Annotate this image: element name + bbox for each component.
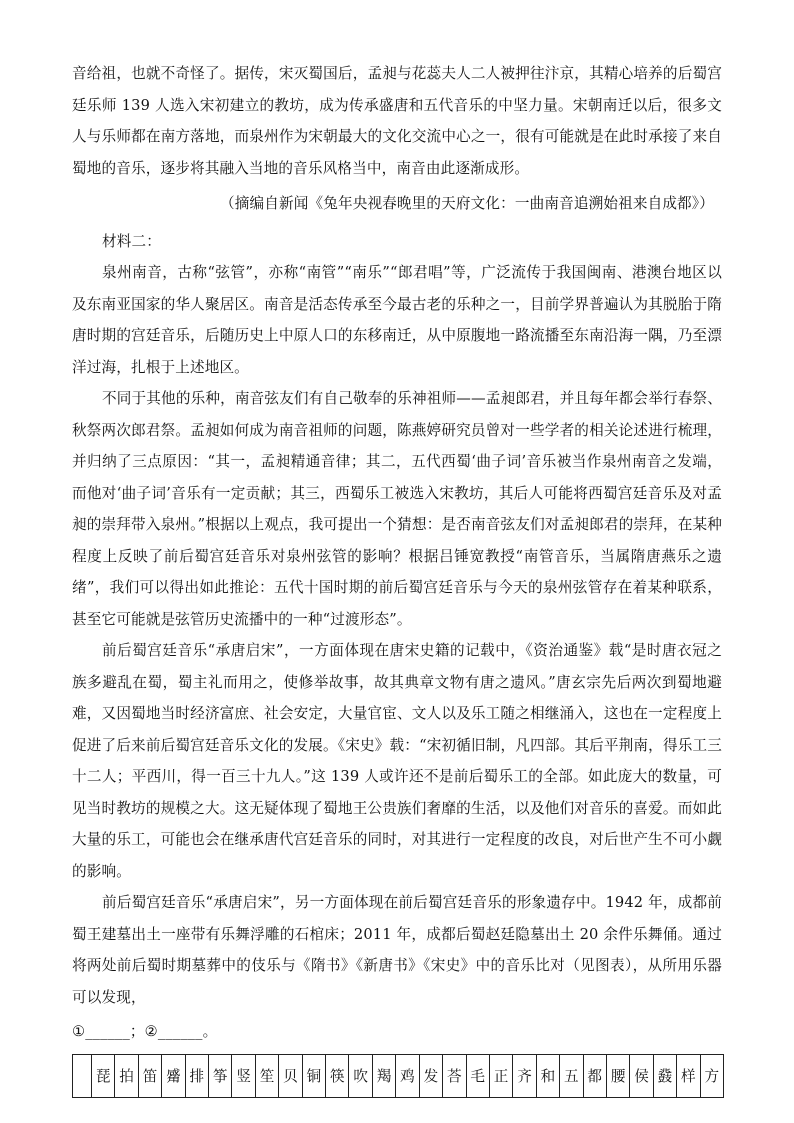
instrument-cell: 毛	[466, 1054, 489, 1097]
document-page	[72, 58, 722, 1098]
instrument-cell: 笛	[138, 1054, 161, 1097]
instrument-cell: 贝	[279, 1054, 302, 1097]
instrument-cell: 五	[560, 1054, 583, 1097]
instrument-cell: 拍	[115, 1054, 138, 1097]
instrument-cell: 笙	[255, 1054, 278, 1097]
instrument-cell: 琵	[92, 1054, 115, 1097]
instrument-cell: 鼗	[653, 1054, 676, 1097]
instrument-cell: 腰	[606, 1054, 629, 1097]
instrument-cell: 吹	[349, 1054, 372, 1097]
instrument-cell: 发	[419, 1054, 442, 1097]
paragraph-continued: 音给祖，也就不奇怪了。据传，宋灭蜀国后，孟昶与花蕊夫人二人被押往汴京，其精心培养的后蜀宫廷乐师 139 人选入宋初建立的教坊，成为传承盛唐和五代音乐的中坚力量。宋朝南迁以后，很多文人与乐师都在南方落地，而泉州作为宋朝最大的文化交流中心之一，很有可能就是在此时承接了来自蜀地的音乐，逐步将其融入当地的音乐风格当中，南音由此逐渐成形。	[72, 65, 722, 177]
instrument-cell: 羯	[372, 1054, 395, 1097]
source-citation: （摘编自新闻《兔年央视春晚里的天府文化：一曲南音追溯始祖来自成都》）	[220, 195, 714, 212]
instrument-table-wrapper	[72, 1054, 722, 1098]
instrument-cell: 方	[700, 1054, 723, 1097]
instrument-cell: 铜	[302, 1054, 325, 1097]
instrument-cell: 齐	[513, 1054, 536, 1097]
instrument-cell: 觱	[162, 1054, 185, 1097]
table-corner-cell	[73, 1054, 92, 1097]
body-paragraph: 前后蜀宫廷音乐“承唐启宋”，一方面体现在唐宋史籍的记载中，《资治通鉴》载“是时唐衣冠之族多避乱在蜀，蜀主礼而用之，使修举故事，故其典章文物有唐之遗风。”唐玄宗先后两次到蜀地避难，又因蜀地当时经济富庶、社会安定，大量官宦、文人以及乐工随之相继涌入，这也在一定程度上促进了后来前后蜀宫廷音乐文化的发展。《宋史》载：“宋初循旧制，凡四部。其后平荆南，得乐工三十二人；平西川，得一百三十九人。”这 139 人或许还不是前后蜀乐工的全部。如此庞大的数量，可见当时教坊的规模之大。这无疑体现了蜀地王公贵族们奢靡的生活，以及他们对音乐的喜爱。而如此大量的乐工，可能也会在继承唐代宫廷音乐的同时，对其进行一定程度的改良，对后世产生不可小觑的影响。	[72, 642, 722, 880]
instrument-cell: 竖	[232, 1054, 255, 1097]
instrument-cell: 筝	[209, 1054, 232, 1097]
material-heading: 材料二：	[102, 232, 161, 250]
body-paragraph: 前后蜀宫廷音乐“承唐启宋”，另一方面体现在前后蜀宫廷音乐的形象遗存中。1942 年，成都前蜀王建墓出土一座带有乐舞浮雕的石棺床；2011 年，成都后蜀赵廷隐墓出土 20 余件乐舞俑。通过将两处前后蜀时期墓葬中的伎乐与《隋书》《新唐书》《宋史》中的音乐比对（见图表），从所用乐器可以发现，	[72, 894, 722, 1006]
instrument-cell: 侯	[630, 1054, 653, 1097]
instrument-cell: 排	[185, 1054, 208, 1097]
body-paragraph: 不同于其他的乐种，南音弦友们有自己敬奉的乐神祖师——孟昶郎君，并且每年都会举行春祭、秋祭两次郎君祭。孟昶如何成为南音祖师的问题，陈燕婷研究员曾对一些学者的相关论述进行梳理，并归纳了三点原因：“其一，孟昶精通音律；其二，五代西蜀‘曲子词’音乐被当作泉州南音之发端，而他对‘曲子词’音乐有一定贡献；其三，西蜀乐工被选入宋教坊，其后人可能将西蜀宫廷音乐及对孟昶的崇拜带入泉州。”根据以上观点，我可提出一个猜想：是否南音弦友们对孟昶郎君的崇拜，在某种程度上反映了前后蜀宫廷音乐对泉州弦管的影响？根据吕锤宽教授“南管音乐，当属隋唐燕乐之遗绪”，我们可以得出如此推论：五代十国时期的前后蜀宫廷音乐与今天的泉州弦管存在着某种联系，甚至它可能就是弦管历史流播中的一种“过渡形态”。	[72, 390, 722, 628]
instrument-row	[73, 1054, 724, 1097]
instrument-cell: 和	[536, 1054, 559, 1097]
instrument-cell: 都	[583, 1054, 606, 1097]
answer-blanks: ①______；②______。	[72, 1023, 218, 1040]
instrument-cell: 鸡	[396, 1054, 419, 1097]
instrument-cell: 正	[489, 1054, 512, 1097]
instrument-cell: 筷	[326, 1054, 349, 1097]
instrument-cell: 样	[677, 1054, 700, 1097]
instrument-table	[72, 1054, 724, 1098]
instrument-cell: 荅	[443, 1054, 466, 1097]
body-paragraph: 泉州南音，古称“弦管”，亦称“南管”“南乐”“郎君唱”等，广泛流传于我国闽南、港澳台地区以及东南亚国家的华人聚居区。南音是活态传承至今最古老的乐种之一，目前学界普遍认为其脱胎于隋唐时期的宫廷音乐，后随历史上中原人口的东移南迁，从中原腹地一路流播至东南沿海一隅，乃至漂洋过海，扎根于上述地区。	[72, 264, 722, 376]
